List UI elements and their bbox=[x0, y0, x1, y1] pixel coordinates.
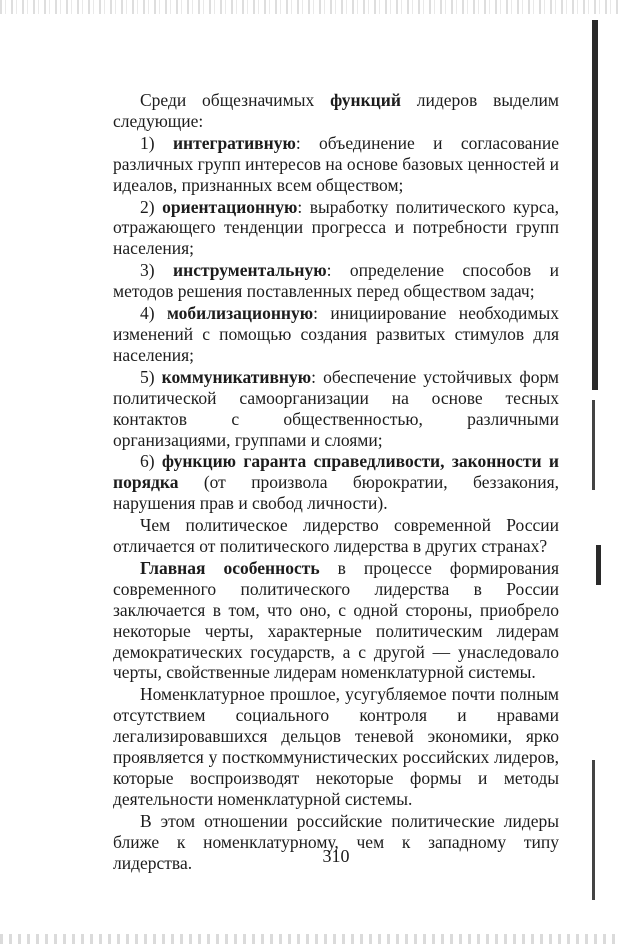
text-run: : выработку политического курса, отражающего тенденции прогресса и потребности групп населения; bbox=[113, 196, 559, 259]
paragraph-1 bbox=[113, 90, 559, 132]
paragraph-4 bbox=[113, 260, 559, 302]
text-run: лидеров выделим следующие: bbox=[113, 90, 559, 131]
paragraph-7 bbox=[113, 451, 559, 514]
text-run: : инициирование необходимых изменений с помощью создания развитых стимулов для населения; bbox=[113, 303, 560, 365]
scan-right-edge-3 bbox=[596, 545, 601, 585]
paragraph-8 bbox=[113, 515, 559, 557]
text-run: в процессе формирования современного политического лидерства в России заключается в том, что оно, с одной стороны, приобрело некоторые черты, характерные политическим лидерам демократических государств, а с другой — унаследовало черты, свойственные лидерам номенклатурной системы. bbox=[113, 557, 559, 683]
bold-term: коммуникативную bbox=[161, 366, 312, 387]
paragraph-5 bbox=[113, 303, 559, 366]
bold-term: функций bbox=[330, 90, 401, 110]
scan-right-edge-4 bbox=[592, 760, 595, 900]
text-run: Номенклатурное прошлое, усугубляемое почти полным отсутствием социального контроля и нравами легализировавшихся дельцов теневой экономики, ярко проявляется у посткоммунистических российских лидеров, которые воспроизводят некоторые формы и методы деятельности номенклатурной системы. bbox=[113, 684, 559, 809]
text-run: 4) bbox=[140, 303, 167, 324]
text-run: Среди общезначимых bbox=[140, 90, 331, 110]
text-run: : объединение и согласование различных групп интересов на основе базовых ценностей и идеалов, признанных всем обществом; bbox=[113, 132, 560, 195]
text-run: 3) bbox=[140, 260, 174, 281]
bold-term: инструментальную bbox=[173, 260, 327, 281]
text-run: 6) bbox=[140, 451, 162, 472]
scan-right-edge-1 bbox=[592, 20, 598, 390]
scan-right-edge-2 bbox=[592, 400, 595, 490]
text-run: В этом отношении российские политические лидеры ближе к номенклатурному, чем к западному типу лидерства. bbox=[113, 810, 559, 873]
paragraph-2 bbox=[113, 133, 559, 196]
text-run: (от произвола бюрократии, беззакония, нарушения прав и свобод личности). bbox=[113, 472, 559, 514]
text-run: : определение способов и методов решения поставленных перед обществом задач; bbox=[113, 260, 559, 302]
page-body bbox=[113, 90, 559, 875]
scan-top-edge bbox=[0, 0, 620, 14]
paragraph-6 bbox=[113, 367, 559, 451]
bold-term: функцию гаранта справедливости, законности и порядка bbox=[113, 451, 560, 493]
paragraph-10 bbox=[113, 684, 559, 809]
paragraph-9 bbox=[113, 558, 559, 683]
text-run: Чем политическое лидерство современной России отличается от политического лидерства в других странах? bbox=[113, 515, 559, 557]
scan-bottom-edge bbox=[0, 934, 620, 944]
bold-term: Главная особенность bbox=[140, 557, 320, 578]
paragraph-3 bbox=[113, 197, 559, 260]
text-run: : обеспечение устойчивых форм политической самоорганизации на основе тесных контактов с общественностью, различными организациями, группами и слоями; bbox=[113, 366, 560, 450]
bold-term: ориентационную bbox=[162, 196, 298, 217]
bold-term: интегративную bbox=[172, 132, 296, 153]
text-run: 2) bbox=[140, 196, 163, 217]
bold-term: мобилизационную bbox=[166, 303, 314, 324]
page-number: 310 bbox=[322, 846, 350, 866]
text-run: 5) bbox=[140, 366, 162, 387]
text-run: 1) bbox=[140, 132, 173, 153]
